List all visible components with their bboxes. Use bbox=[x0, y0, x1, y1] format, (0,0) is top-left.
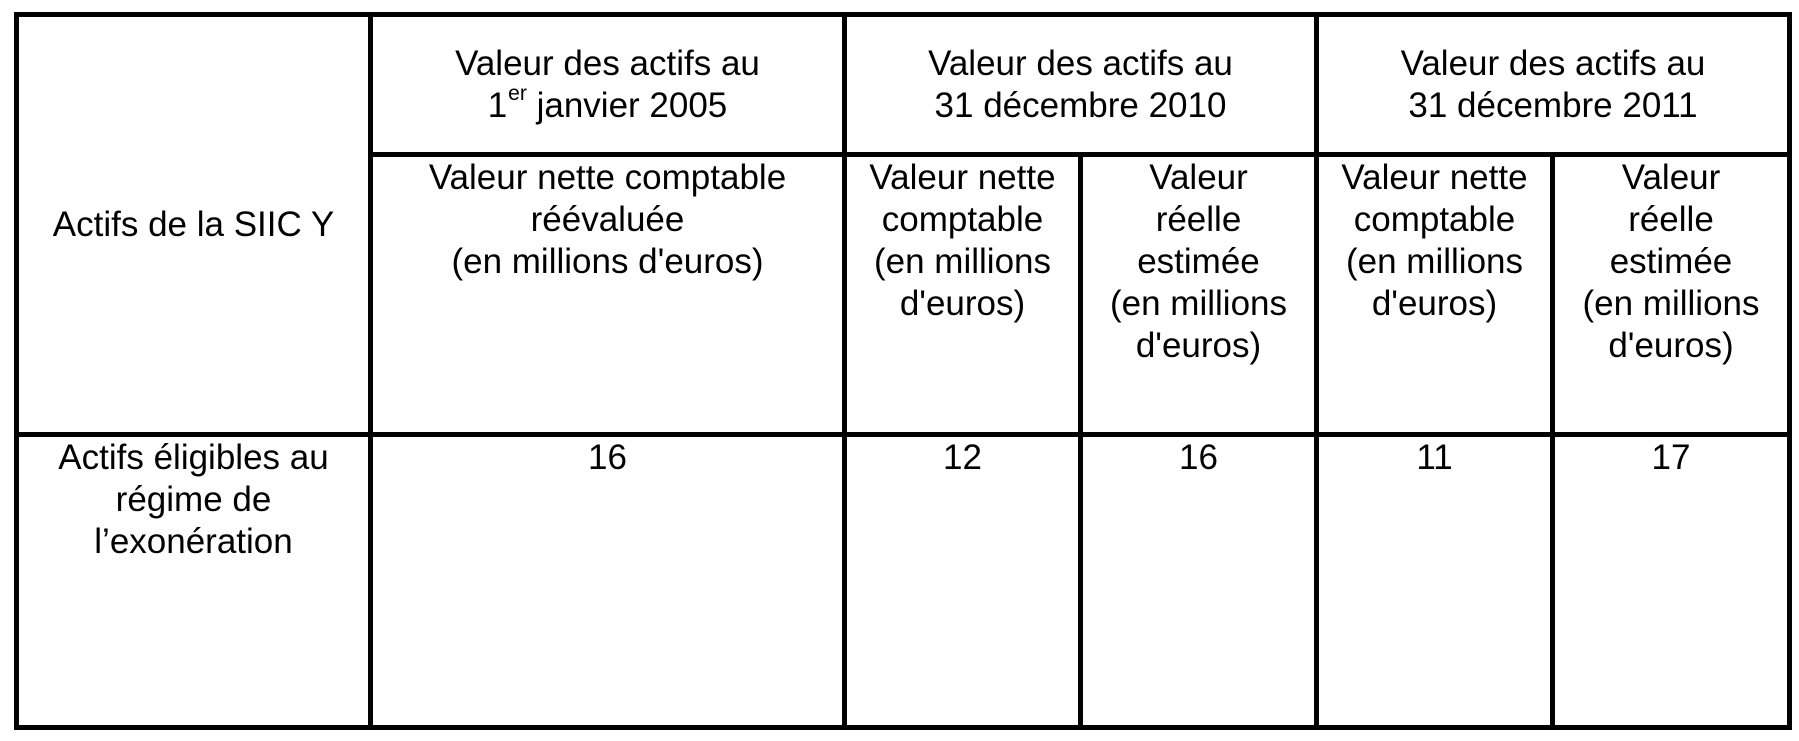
subheader-line: d'euros) bbox=[1135, 326, 1262, 365]
subheader-2011-estimated-real-value bbox=[1553, 155, 1790, 435]
subheader-line: (en millions bbox=[874, 242, 1051, 281]
table-row bbox=[17, 435, 1790, 728]
group-header-2010-line1: Valeur des actifs au bbox=[928, 43, 1233, 83]
subheader-line: Valeur bbox=[1621, 158, 1721, 197]
subheader-line: (en millions d'euros) bbox=[451, 242, 764, 281]
subheader-line: estimée bbox=[1609, 242, 1733, 281]
subheader-line: réévaluée bbox=[530, 200, 685, 239]
group-header-2005-date: janvier 2005 bbox=[526, 85, 728, 125]
row-label-line: Actifs éligibles au bbox=[58, 438, 329, 477]
group-header-2005-line2 bbox=[377, 81, 838, 127]
subheader-line: Valeur nette bbox=[1341, 158, 1528, 197]
row-label-eligible-assets bbox=[17, 435, 371, 728]
header-row-groups bbox=[17, 15, 1790, 155]
row-label-line: régime de bbox=[115, 480, 272, 519]
group-header-2005 bbox=[371, 15, 845, 155]
group-header-2010 bbox=[845, 15, 1317, 155]
group-header-2010-line2: 31 décembre 2010 bbox=[934, 85, 1227, 125]
subheader-2011-book-value bbox=[1317, 155, 1553, 435]
group-header-2011-line2: 31 décembre 2011 bbox=[1408, 85, 1698, 125]
group-header-2011 bbox=[1317, 15, 1790, 155]
subheader-line: estimée bbox=[1137, 242, 1260, 281]
subheader-2005-revalued-book-value bbox=[371, 155, 845, 435]
subheader-line: comptable bbox=[1353, 200, 1516, 239]
subheader-2010-estimated-real-value bbox=[1081, 155, 1317, 435]
subheader-line: réelle bbox=[1155, 200, 1242, 239]
value-2011-estimated-real-value: 17 bbox=[1553, 435, 1790, 728]
corner-header-cell bbox=[17, 15, 371, 435]
subheader-line: d'euros) bbox=[1371, 284, 1498, 323]
subheader-line: d'euros) bbox=[899, 284, 1026, 323]
subheader-line: Valeur nette bbox=[869, 158, 1056, 197]
row-label-line: l’exonération bbox=[94, 522, 293, 561]
subheader-line: (en millions bbox=[1582, 284, 1760, 323]
corner-header-label: Actifs de la SIIC Y bbox=[52, 204, 335, 244]
subheader-line: Valeur bbox=[1149, 158, 1248, 197]
value-2005-revalued-book-value: 16 bbox=[371, 435, 845, 728]
subheader-line: réelle bbox=[1628, 200, 1714, 239]
value-2011-book-value: 11 bbox=[1317, 435, 1553, 728]
subheader-2010-book-value bbox=[845, 155, 1081, 435]
ordinal-number: 1 bbox=[487, 85, 508, 125]
subheader-line: (en millions bbox=[1346, 242, 1523, 281]
value-2010-estimated-real-value: 16 bbox=[1081, 435, 1317, 728]
subheader-line: d'euros) bbox=[1608, 326, 1734, 365]
ordinal-suffix: er bbox=[508, 81, 527, 105]
group-header-2005-line1: Valeur des actifs au bbox=[455, 43, 760, 83]
value-2010-book-value: 12 bbox=[845, 435, 1081, 728]
subheader-line: (en millions bbox=[1110, 284, 1287, 323]
group-header-2011-line1: Valeur des actifs au bbox=[1400, 43, 1706, 83]
subheader-line: Valeur nette comptable bbox=[428, 158, 787, 197]
siic-assets-table bbox=[14, 12, 1792, 730]
subheader-line: comptable bbox=[881, 200, 1044, 239]
